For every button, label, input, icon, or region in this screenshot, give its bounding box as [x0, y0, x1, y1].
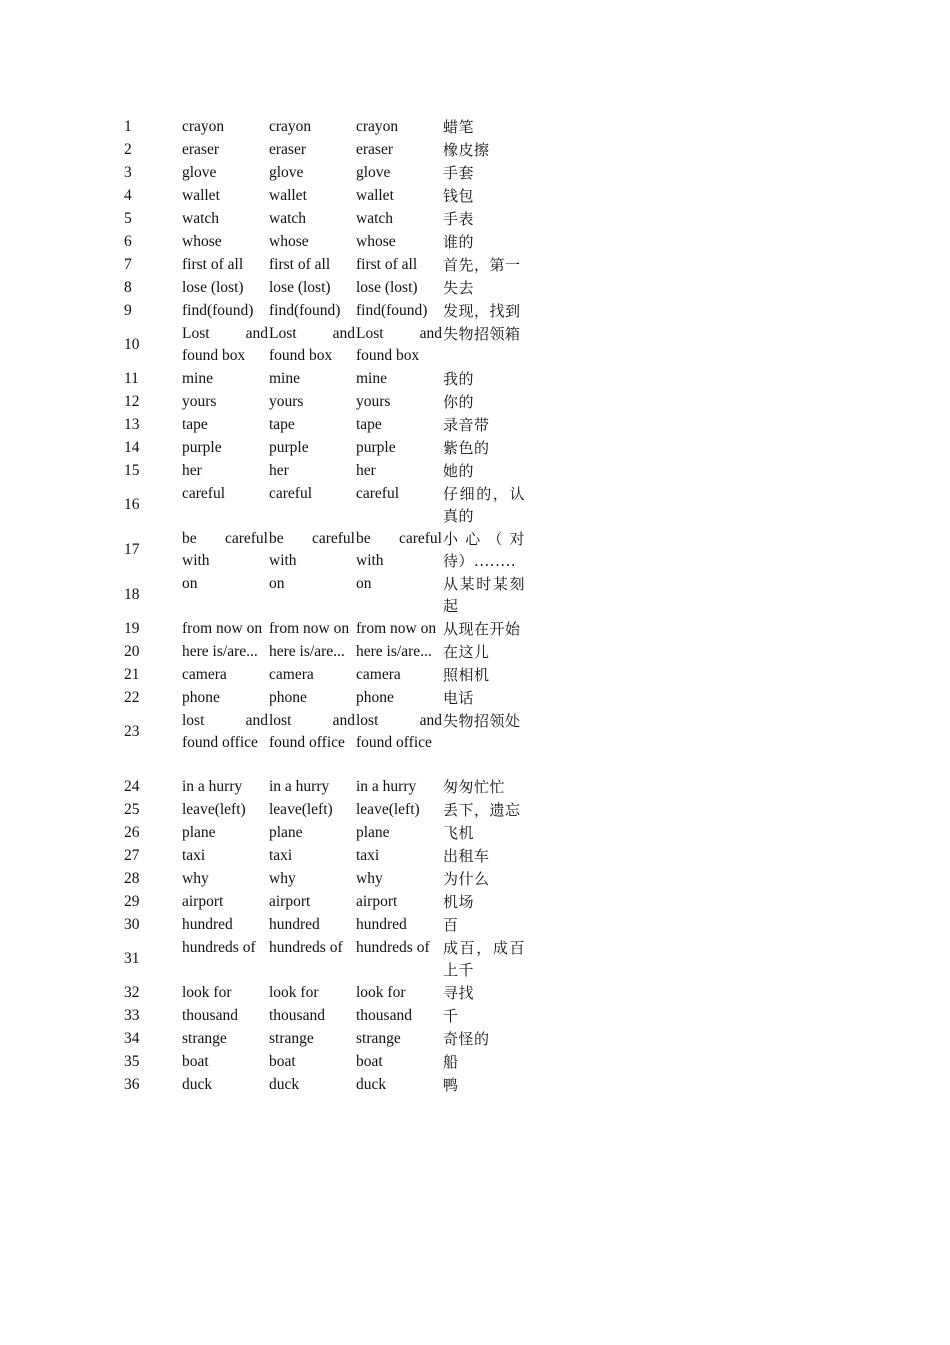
word-cell: her: [269, 461, 289, 479]
chinese-meaning-cell: 电话: [443, 688, 475, 707]
table-row: [116, 367, 525, 390]
word-cell: phone: [182, 688, 220, 706]
table-row: [116, 1074, 525, 1097]
chinese-meaning-cell: 失去: [443, 278, 475, 297]
word-cell: hundred: [269, 916, 320, 933]
row-number: 20: [124, 642, 140, 660]
word-cell: her: [356, 461, 376, 479]
word-cell: crayon: [182, 117, 225, 135]
table-row: [116, 299, 525, 322]
word-cell: watch: [269, 209, 307, 227]
chinese-meaning-cell: 匆匆忙忙: [443, 778, 506, 796]
row-number: 19: [124, 619, 140, 637]
word-cell: why: [356, 870, 383, 887]
word-cell: airport: [269, 893, 311, 910]
chinese-meaning-cell: 为什么: [443, 870, 490, 888]
chinese-meaning-cell: 你的: [443, 392, 475, 411]
row-number: 14: [124, 438, 140, 456]
word-cell: hundreds of: [182, 939, 256, 956]
word-cell: phone: [269, 688, 307, 706]
word-cell: Lost and found box: [182, 324, 268, 364]
row-number: 34: [124, 1030, 140, 1047]
word-cell: taxi: [356, 847, 380, 864]
word-cell: leave(left): [182, 801, 246, 818]
table-row: [116, 322, 525, 367]
row-number: 24: [124, 778, 140, 795]
table-row: [116, 390, 525, 413]
chinese-meaning-cell: 小心（对待）........: [443, 529, 525, 570]
row-number: 6: [124, 232, 132, 250]
word-cell: strange: [182, 1030, 227, 1047]
word-cell: be careful with: [182, 529, 268, 569]
row-number: 15: [124, 461, 140, 479]
word-cell: here is/are...: [356, 642, 432, 660]
row-number: 9: [124, 301, 132, 319]
chinese-meaning-cell: 仔细的，认真的: [443, 484, 525, 525]
word-cell: hundreds of: [356, 939, 430, 956]
chinese-meaning-cell: 手表: [443, 209, 475, 228]
chinese-meaning-cell: 从某时某刻起: [443, 574, 525, 615]
chinese-meaning-cell: 鸭: [443, 1076, 459, 1094]
row-number: 25: [124, 801, 140, 818]
row-number: 13: [124, 415, 140, 433]
chinese-meaning-cell: 奇怪的: [443, 1030, 490, 1048]
word-cell: here is/are...: [269, 642, 345, 660]
row-number: 29: [124, 893, 140, 910]
word-cell: hundred: [356, 916, 407, 933]
chinese-meaning-cell: 手套: [443, 163, 475, 182]
word-cell: glove: [269, 163, 304, 181]
chinese-meaning-cell: 谁的: [443, 232, 475, 251]
word-cell: wallet: [182, 186, 220, 204]
table-row: [116, 413, 525, 436]
table-row: [116, 1028, 525, 1051]
word-cell: careful: [182, 484, 226, 502]
word-cell: airport: [182, 893, 224, 910]
word-cell: tape: [182, 415, 208, 433]
word-cell: plane: [269, 824, 303, 841]
table-row: [116, 822, 525, 845]
word-cell: Lost and found box: [356, 324, 442, 364]
word-cell: duck: [269, 1076, 300, 1093]
word-cell: camera: [182, 665, 227, 683]
chinese-meaning-cell: 百: [443, 916, 459, 934]
chinese-meaning-cell: 蜡笔: [443, 117, 475, 136]
chinese-meaning-cell: 在这儿: [443, 642, 490, 661]
word-cell: from now on: [356, 619, 437, 637]
table-row: [116, 527, 525, 572]
table-row: [116, 982, 525, 1005]
word-cell: why: [269, 870, 296, 887]
word-cell: be careful with: [356, 529, 442, 569]
word-cell: lost and found office: [356, 711, 442, 751]
word-cell: lose (lost): [269, 278, 331, 296]
word-cell: taxi: [269, 847, 293, 864]
word-cell: thousand: [269, 1007, 325, 1024]
table-row: [116, 115, 525, 138]
chinese-meaning-cell: 失物招领处: [443, 711, 521, 730]
row-number: 3: [124, 163, 132, 181]
table-row: [116, 436, 525, 459]
table-row: [116, 1005, 525, 1028]
row-number: 28: [124, 870, 140, 887]
word-cell: why: [182, 870, 209, 887]
chinese-meaning-cell: 寻找: [443, 984, 475, 1002]
table-row: [116, 276, 525, 299]
word-cell: boat: [269, 1053, 296, 1070]
row-number: 11: [124, 369, 139, 387]
word-cell: on: [182, 574, 198, 592]
word-cell: strange: [356, 1030, 401, 1047]
word-cell: airport: [356, 893, 398, 910]
chinese-meaning-cell: 船: [443, 1053, 459, 1071]
word-cell: look for: [269, 984, 319, 1001]
row-number: 30: [124, 916, 140, 933]
row-number: 21: [124, 665, 140, 683]
word-cell: whose: [182, 232, 222, 250]
word-cell: in a hurry: [356, 778, 417, 795]
word-cell: yours: [182, 392, 217, 410]
chinese-meaning-cell: 钱包: [443, 186, 475, 205]
word-cell: Lost and found box: [269, 324, 355, 364]
word-cell: purple: [356, 438, 396, 456]
word-cell: camera: [269, 665, 314, 683]
word-cell: careful: [356, 484, 400, 502]
word-cell: tape: [269, 415, 295, 433]
chinese-meaning-cell: 成百，成百上千: [443, 939, 525, 979]
vocabulary-table: [116, 115, 525, 1097]
word-cell: lost and found office: [182, 711, 268, 751]
chinese-meaning-cell: 首先，第一: [443, 255, 521, 274]
chinese-meaning-cell: 出租车: [443, 847, 490, 865]
chinese-meaning-cell: 发现，找到: [443, 301, 521, 320]
word-cell: leave(left): [356, 801, 420, 818]
table-row: [116, 184, 525, 207]
word-cell: lose (lost): [356, 278, 418, 296]
word-cell: tape: [356, 415, 382, 433]
word-cell: mine: [356, 369, 387, 387]
word-cell: lose (lost): [182, 278, 244, 296]
row-number: 12: [124, 392, 140, 410]
word-cell: plane: [182, 824, 216, 841]
row-number: 32: [124, 984, 140, 1001]
table-row: [116, 845, 525, 868]
word-cell: look for: [356, 984, 406, 1001]
chinese-meaning-cell: 从现在开始: [443, 619, 521, 638]
word-cell: be careful with: [269, 529, 355, 569]
row-number: 26: [124, 824, 140, 841]
row-number: 36: [124, 1076, 140, 1093]
row-number: 17: [124, 540, 140, 558]
chinese-meaning-cell: 录音带: [443, 415, 490, 434]
word-cell: thousand: [182, 1007, 238, 1024]
table-row: [116, 138, 525, 161]
chinese-meaning-cell: 飞机: [443, 824, 475, 842]
word-cell: mine: [269, 369, 300, 387]
row-number: 4: [124, 186, 132, 204]
word-cell: mine: [182, 369, 213, 387]
word-cell: eraser: [182, 140, 219, 158]
chinese-meaning-cell: 紫色的: [443, 438, 490, 457]
row-number: 2: [124, 140, 132, 158]
row-number: 7: [124, 255, 132, 273]
word-cell: crayon: [269, 117, 312, 135]
word-cell: on: [356, 574, 372, 592]
word-cell: whose: [269, 232, 309, 250]
word-cell: purple: [182, 438, 222, 456]
word-cell: glove: [356, 163, 391, 181]
table-row: [116, 891, 525, 914]
word-cell: watch: [182, 209, 220, 227]
table-row: [116, 776, 525, 799]
row-number: 1: [124, 117, 132, 135]
word-cell: strange: [269, 1030, 314, 1047]
row-number: 8: [124, 278, 132, 296]
word-cell: find(found): [182, 301, 254, 319]
row-number: 23: [124, 722, 140, 740]
table-row: [116, 230, 525, 253]
word-cell: careful: [269, 484, 313, 502]
word-cell: lost and found office: [269, 711, 355, 751]
chinese-meaning-cell: 她的: [443, 461, 475, 480]
word-cell: in a hurry: [269, 778, 330, 795]
table-row: [116, 868, 525, 891]
word-cell: from now on: [182, 619, 263, 637]
word-cell: whose: [356, 232, 396, 250]
word-cell: boat: [182, 1053, 209, 1070]
word-cell: boat: [356, 1053, 383, 1070]
word-cell: watch: [356, 209, 394, 227]
word-cell: hundred: [182, 916, 233, 933]
word-cell: look for: [182, 984, 232, 1001]
row-number: 31: [124, 950, 140, 967]
chinese-meaning-cell: 我的: [443, 369, 475, 388]
row-number: 33: [124, 1007, 140, 1024]
table-row: [116, 482, 525, 527]
word-cell: wallet: [269, 186, 307, 204]
row-number: 22: [124, 688, 140, 706]
chinese-meaning-cell: 照相机: [443, 665, 490, 684]
word-cell: duck: [182, 1076, 213, 1093]
table-row: [116, 709, 525, 776]
word-cell: glove: [182, 163, 217, 181]
word-cell: taxi: [182, 847, 206, 864]
word-cell: first of all: [269, 255, 331, 273]
word-cell: yours: [269, 392, 304, 410]
row-number: 5: [124, 209, 132, 227]
word-cell: eraser: [269, 140, 306, 158]
word-cell: in a hurry: [182, 778, 243, 795]
word-cell: from now on: [269, 619, 350, 637]
table-row: [116, 937, 525, 982]
chinese-meaning-cell: 机场: [443, 893, 475, 911]
row-number: 27: [124, 847, 140, 864]
word-cell: wallet: [356, 186, 394, 204]
table-row: [116, 663, 525, 686]
table-row: [116, 161, 525, 184]
chinese-meaning-cell: 千: [443, 1007, 459, 1025]
table-row: [116, 1051, 525, 1074]
table-row: [116, 799, 525, 822]
row-number: 18: [124, 585, 140, 603]
word-cell: camera: [356, 665, 401, 683]
chinese-meaning-cell: 丢下，遗忘: [443, 801, 521, 819]
table-row: [116, 459, 525, 482]
word-cell: first of all: [356, 255, 418, 273]
row-number: 35: [124, 1053, 140, 1070]
table-row: [116, 640, 525, 663]
vocabulary-table-body: [116, 115, 525, 1097]
word-cell: find(found): [269, 301, 341, 319]
row-number: 10: [124, 335, 140, 353]
word-cell: here is/are...: [182, 642, 258, 660]
chinese-meaning-cell: 橡皮擦: [443, 140, 490, 159]
word-cell: plane: [356, 824, 390, 841]
word-cell: on: [269, 574, 285, 592]
word-cell: thousand: [356, 1007, 412, 1024]
table-row: [116, 572, 525, 617]
word-cell: crayon: [356, 117, 399, 135]
table-row: [116, 207, 525, 230]
table-row: [116, 914, 525, 937]
word-cell: phone: [356, 688, 394, 706]
word-cell: find(found): [356, 301, 428, 319]
word-cell: her: [182, 461, 202, 479]
table-row: [116, 253, 525, 276]
table-row: [116, 617, 525, 640]
word-cell: purple: [269, 438, 309, 456]
word-cell: first of all: [182, 255, 244, 273]
word-cell: yours: [356, 392, 391, 410]
word-cell: leave(left): [269, 801, 333, 818]
word-cell: hundreds of: [269, 939, 343, 956]
chinese-meaning-cell: 失物招领箱: [443, 324, 521, 343]
word-cell: eraser: [356, 140, 393, 158]
table-row: [116, 686, 525, 709]
row-number: 16: [124, 495, 140, 513]
word-cell: duck: [356, 1076, 387, 1093]
